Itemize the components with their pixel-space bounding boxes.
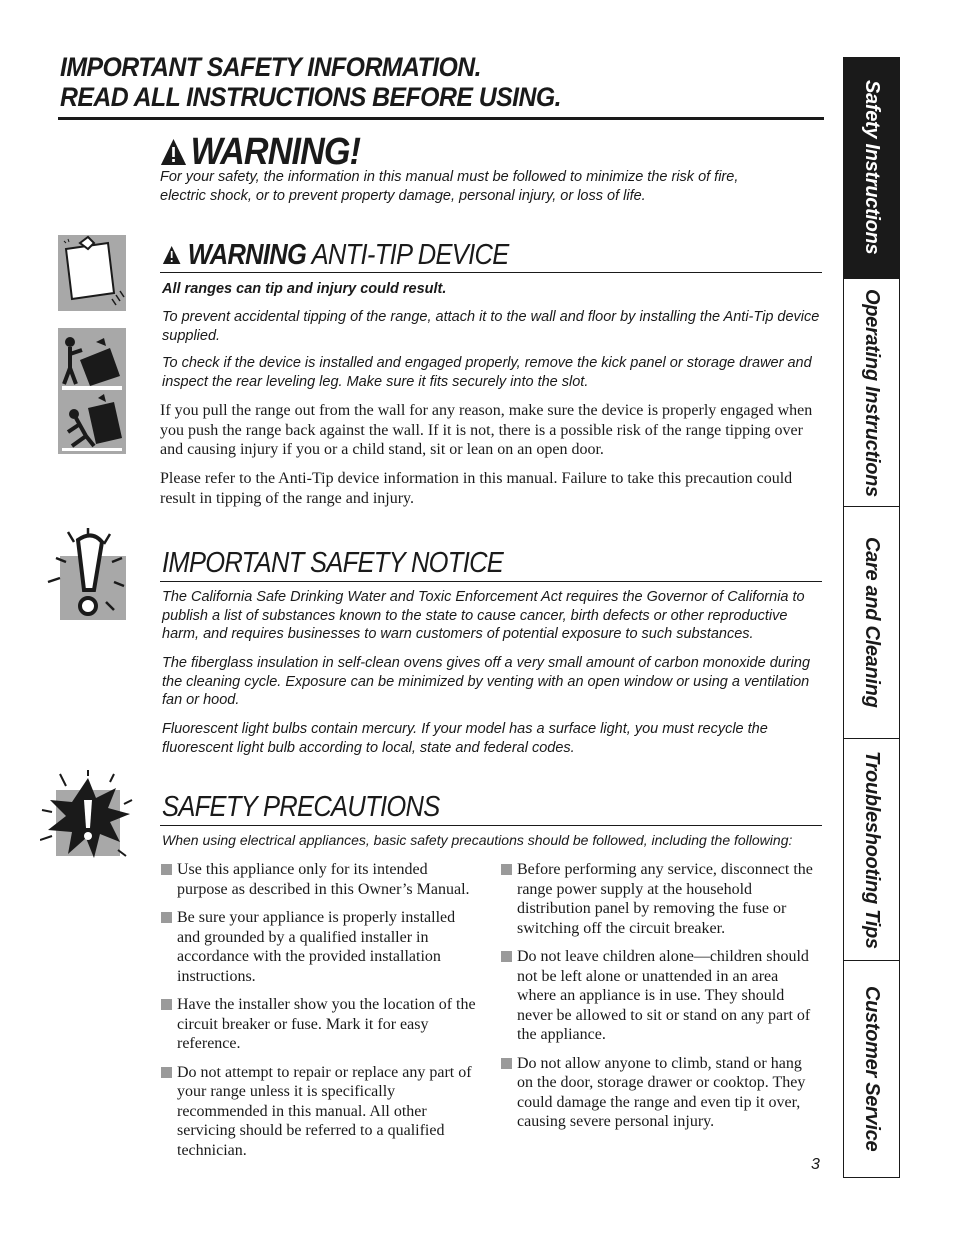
anti-tip-para-4: If you pull the range out from the wall for any reason, make sure the device is properly engaged when you push the range back against the wall. If it is not, there is a possible risk of the range tipping over and causing injury if you or a child stand, sit or lean on an open door. bbox=[160, 402, 813, 458]
anti-tip-para-2: To prevent accidental tipping of the range, attach it to the wall and floor by installing the Anti-Tip device supplied. bbox=[162, 309, 820, 344]
list-item-text: Do not attempt to repair or replace any part of your range unless it is specifically recommended in this manual. All other servicing should be referred to a qualified technician. bbox=[177, 1063, 472, 1159]
header-line-1: IMPORTANT SAFETY INFORMATION. bbox=[60, 52, 481, 82]
notice-heading bbox=[162, 546, 822, 580]
warning-title-text: WARNING! bbox=[190, 131, 361, 173]
bullet-square-icon bbox=[161, 1067, 172, 1078]
list-item-text: Do not allow anyone to climb, stand or hang on the door, storage drawer or cooktop. They could damage the range and even tip it over, causing severe personal injury. bbox=[517, 1054, 806, 1130]
tab-label: Care and Cleaning bbox=[861, 537, 883, 708]
anti-tip-para-5: Please refer to the Anti-Tip device information in this manual. Failure to take this precaution could result in tipping of the range and injury. bbox=[160, 470, 793, 507]
page-number: 3 bbox=[811, 1156, 820, 1173]
anti-tip-bracket-icon bbox=[58, 235, 126, 311]
list-item-text: Before performing any service, disconnect the range power supply at the household distribution panel by removing the fuse or switching off the circuit breaker. bbox=[517, 861, 813, 937]
precautions-left-column bbox=[160, 860, 478, 1169]
tab-operating-instructions[interactable] bbox=[844, 279, 899, 507]
tab-label: Safety Instructions bbox=[861, 80, 883, 255]
header-line-2: READ ALL INSTRUCTIONS BEFORE USING. bbox=[60, 82, 561, 112]
warning-triangle-icon bbox=[162, 245, 181, 265]
precautions-heading-text: SAFETY PRECAUTIONS bbox=[162, 791, 440, 823]
list-item bbox=[160, 995, 478, 1054]
bullet-square-icon bbox=[161, 999, 172, 1010]
tab-troubleshooting-tips[interactable] bbox=[844, 739, 899, 961]
range-tipping-icon bbox=[58, 328, 126, 454]
precautions-heading bbox=[162, 790, 822, 824]
list-item bbox=[500, 947, 818, 1045]
exclamation-icon bbox=[44, 528, 134, 624]
warning-triangle-icon bbox=[160, 138, 187, 166]
page-header bbox=[60, 52, 759, 112]
bullet-square-icon bbox=[501, 951, 512, 962]
bullet-square-icon bbox=[501, 864, 512, 875]
header-rule bbox=[58, 117, 824, 120]
precautions-rule bbox=[160, 825, 822, 826]
section-tabs bbox=[843, 57, 900, 1178]
list-item-text: Have the installer show you the location of the circuit breaker or fuse. Mark it for easy reference. bbox=[177, 996, 476, 1052]
notice-para-2: The fiberglass insulation in self-clean ovens gives off a very small amount of carbon monoxide during the cleaning cycle. Exposure can be minimized by venting with an open window or using a ventilation fan or hood. bbox=[162, 655, 811, 708]
warning-intro: For your safety, the information in this manual must be followed to minimize the risk of fire, electric shock, or to prevent property damage, personal injury, or loss of life. bbox=[160, 169, 739, 204]
list-item-text: Do not leave children alone—children should not be left alone or unattended in an area where an appliance is in use. They should never be allowed to sit or stand on any part of the appliance. bbox=[517, 948, 811, 1043]
list-item-text: Use this appliance only for its intended purpose as described in this Owner’s Manual. bbox=[177, 861, 470, 898]
notice-heading-text: IMPORTANT SAFETY NOTICE bbox=[162, 547, 504, 579]
list-item bbox=[160, 908, 478, 986]
precautions-intro: When using electrical appliances, basic safety precautions should be followed, including the following: bbox=[162, 832, 793, 848]
bullet-square-icon bbox=[501, 1058, 512, 1069]
bullet-square-icon bbox=[161, 864, 172, 875]
anti-tip-para-3: To check if the device is installed and engaged properly, remove the kick panel or storage drawer and inspect the rear leveling leg. Make sure it fits securely into the slot. bbox=[162, 355, 812, 390]
notice-para-3: Fluorescent light bulbs contain mercury. If your model has a surface light, you must recycle the fluorescent light bulb according to local, state and federal codes. bbox=[162, 721, 768, 756]
notice-para-1: The California Safe Drinking Water and Toxic Enforcement Act requires the Governor of California to publish a list of substances known to the state to cause cancer, birth defects or other reproductive harm, and requires businesses to warn customers of potential exposure to such substances. bbox=[162, 589, 805, 642]
tab-care-and-cleaning[interactable] bbox=[844, 507, 899, 739]
precautions-right-column bbox=[500, 860, 818, 1141]
anti-tip-heading-rest: ANTI-TIP DEVICE bbox=[306, 239, 509, 271]
anti-tip-heading-bold: WARNING bbox=[187, 239, 307, 271]
list-item bbox=[500, 860, 818, 938]
anti-tip-heading bbox=[162, 238, 822, 272]
bullet-square-icon bbox=[161, 912, 172, 923]
tab-customer-service[interactable] bbox=[844, 961, 899, 1177]
burst-exclamation-icon bbox=[40, 770, 134, 866]
notice-rule bbox=[160, 581, 822, 582]
list-item bbox=[160, 1063, 478, 1161]
anti-tip-lead: All ranges can tip and injury could result. bbox=[162, 281, 447, 297]
tab-label: Operating Instructions bbox=[861, 288, 883, 497]
list-item-text: Be sure your appliance is properly installed and grounded by a qualified installer in accordance with the provided installation instructions. bbox=[177, 909, 456, 985]
tab-label: Troubleshooting Tips bbox=[861, 750, 883, 949]
list-item bbox=[500, 1054, 818, 1132]
tab-label: Customer Service bbox=[861, 986, 883, 1152]
tab-safety-instructions[interactable] bbox=[844, 57, 899, 279]
anti-tip-rule bbox=[160, 272, 822, 273]
list-item bbox=[160, 860, 478, 899]
